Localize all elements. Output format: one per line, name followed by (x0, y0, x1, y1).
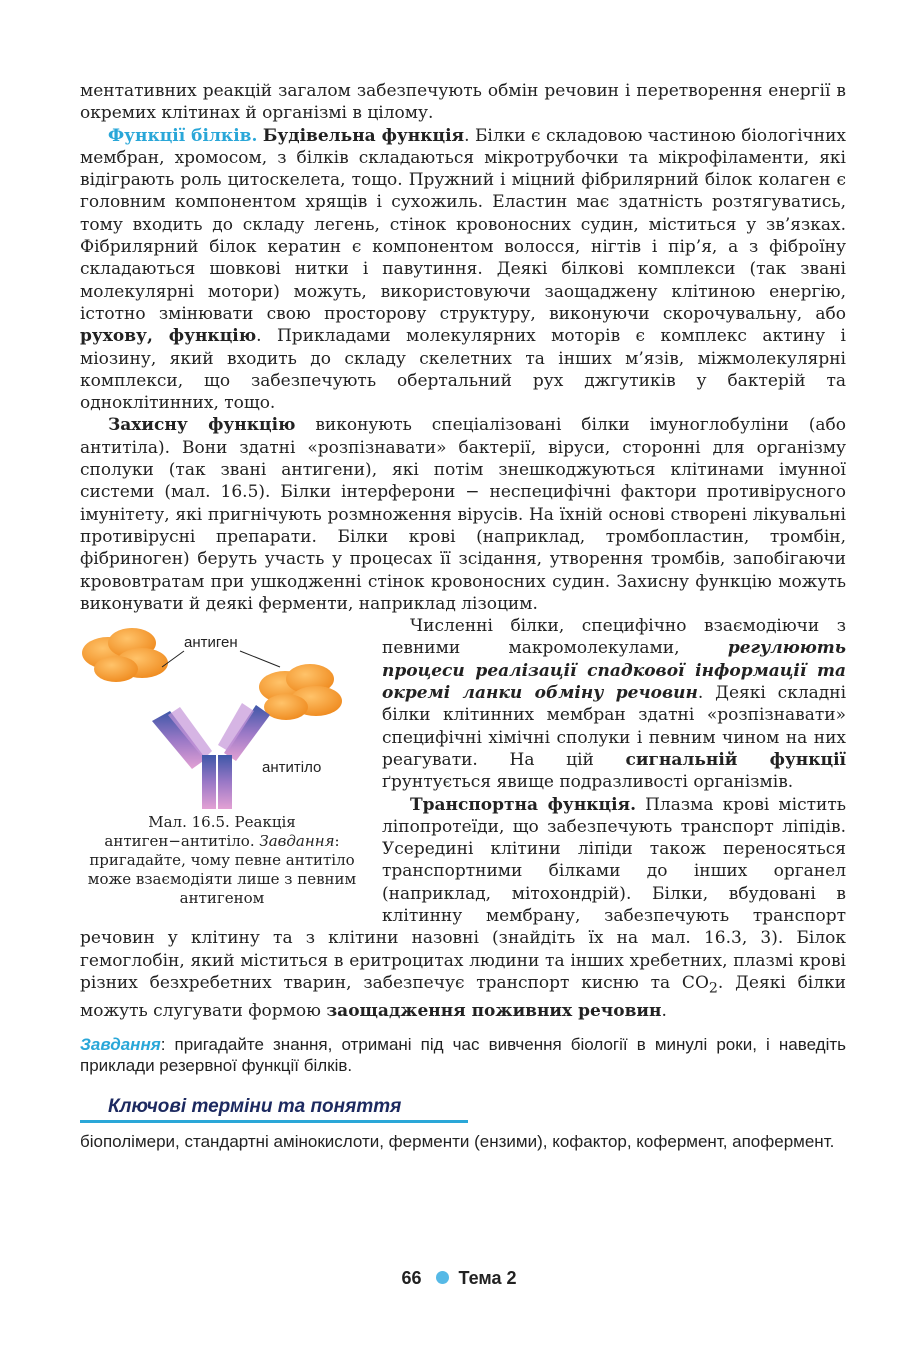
key-terms-heading: Ключові терміни та поняття (80, 1096, 468, 1123)
key-terms-text: біополімери, стандартні амінокислоти, ферменти (ензими), кофактор, кофермент, апофермент. (80, 1131, 835, 1151)
caption-text: Мал. 16.5. Реакція антиген−антитіло. (104, 813, 296, 851)
section-heading: Функції білків. (108, 125, 258, 146)
antigen-antibody-illustration (80, 619, 364, 809)
figure-antigen-antibody (80, 619, 364, 908)
antibody-y-shape (152, 703, 270, 809)
antibody-label: антитіло (262, 759, 322, 777)
page-content (80, 80, 846, 1152)
transport-text-1: Плазма крові містить ліпопротеїди, що забезпечують транспорт ліпідів. Усередині клітини ліпіди також переносяться транспортними білками до інших органел (наприклад, мітохондрій). Білки, вбудовані в клітинну мембрану, забезпечують транспорт речовин у клітину та з клітини назовні (знайдіть їх на мал. 16.3, 3). Білок гемоглобін, який міститься в еритроцитах людини та інших хребетних, плазмі крові різних безхребетних тварин, забезпечує транспорт кисню та CO (80, 794, 846, 993)
paragraph-protective-function (80, 414, 846, 615)
building-function-label: Будівельна функція (262, 125, 465, 146)
signal-function-label: сигнальній функції (625, 749, 846, 770)
antigen-pointer-right (240, 651, 280, 667)
storage-function-label: заощадження поживних речовин (326, 1000, 662, 1021)
task-text: : пригадайте знання, отримані під час вивчення біології в минулі роки, і наведіть приклади резервної функції білків. (80, 1034, 846, 1075)
protective-function-label: Захисну функцію (108, 415, 296, 436)
motor-function-text: . Прикладами молекулярних моторів є комплекс актину і міозину, який входить до складу скелетних та інших м’язів, міжмолекулярні комплекси, що забезпечують обертальний рух джгутиків у бактерій та одноклітинних, тощо. (80, 326, 846, 414)
antigen-left (82, 628, 168, 682)
antigen-right (259, 664, 342, 720)
antigen-label: антиген (184, 634, 238, 652)
protective-function-text: виконують спеціалізовані білки імуноглобуліни (або антитіла). Вони здатні «розпізнавати» бактерії, віруси, сторонні для організму сполуки (так звані антигени), які потім знешкоджуються клітинами імунної системи (мал. 16.5). Білки інтерферони − неспецифічні фактори противірусного імунітету, які пригнічують розмноження вірусів. На їхній основі створені лікувальні противірусні препарати. Білки крові (наприклад, тромбопластин, тромбін, фібриноген) беруть участь у процесах її зсідання, утворення тромбів, запобігаючи крововтратам при ушкодженні стінок кровоносних судин. Захисну функцію можуть виконувати й деякі ферменти, наприклад лізоцим. (80, 415, 846, 614)
transport-text-3: . (661, 1000, 667, 1021)
paragraph-intro: ментативних реакцій загалом забезпечують обмін речовин і перетворення енергії в окремих клітинах й організмі в цілому. (80, 81, 846, 124)
caption-task-text: : пригадайте, чому певне антитіло може взаємодіяти лише з певним антигеном (87, 832, 357, 908)
co2-subscript: 2 (708, 980, 718, 997)
page-number: 66 (401, 1268, 422, 1288)
footer-dot-icon (436, 1271, 449, 1284)
signal-text-2: . Деякі складні білки клітинних мембран здатні «розпізнавати» специфічні хімічні сполуки і певним чином на них реагувати. На цій (382, 683, 847, 770)
transport-function-label: Транспортна функція. (410, 794, 637, 815)
signal-text-3: ґрунтується явище подразливості організмів. (382, 772, 794, 793)
motor-function-label: рухову, функцію (80, 326, 257, 347)
regulation-phrase: регулюють процеси реалізації спадкової інформації та окремі ланки обміну речовин (382, 638, 846, 704)
figure-caption (80, 813, 364, 908)
paragraph-building-function (80, 125, 846, 415)
topic-label: Тема 2 (458, 1268, 517, 1288)
building-function-text: . Білки є складовою частиною біологічних мембран, хромосом, з білків складаються мікротрубочки та мікрофіламенти, які відіграють роль цитоскелета, тощо. Пружний і міцний фібрилярний білок колаген є головним компонентом хрящів і сухожиль. Еластин має здатність розтягуватись, тому входить до складу легень, стінок кровоносних судин, міститься у зв’язках. Фібрилярний білок кератин є компонентом волосся, нігтів і пір’я, а з фіброїну складаються шовкові нитки і павутиння. Деякі білкові комплекси (так звані молекулярні мотори) можуть, використовуючи заощаджену клітиною енергію, істотно змінювати свою просторову структуру, виконуючи скорочувальну, або (80, 125, 847, 324)
task-label: Завдання (80, 1034, 161, 1054)
caption-task-label: Завдання (259, 832, 335, 851)
signal-text-1: Численні білки, специфічно взаємодіючи з певними макромолекулами, (382, 616, 846, 659)
transport-text-2: . Деякі білки можуть слугувати формою (80, 972, 847, 1021)
task-block (80, 1034, 846, 1076)
page-footer (0, 1268, 918, 1289)
